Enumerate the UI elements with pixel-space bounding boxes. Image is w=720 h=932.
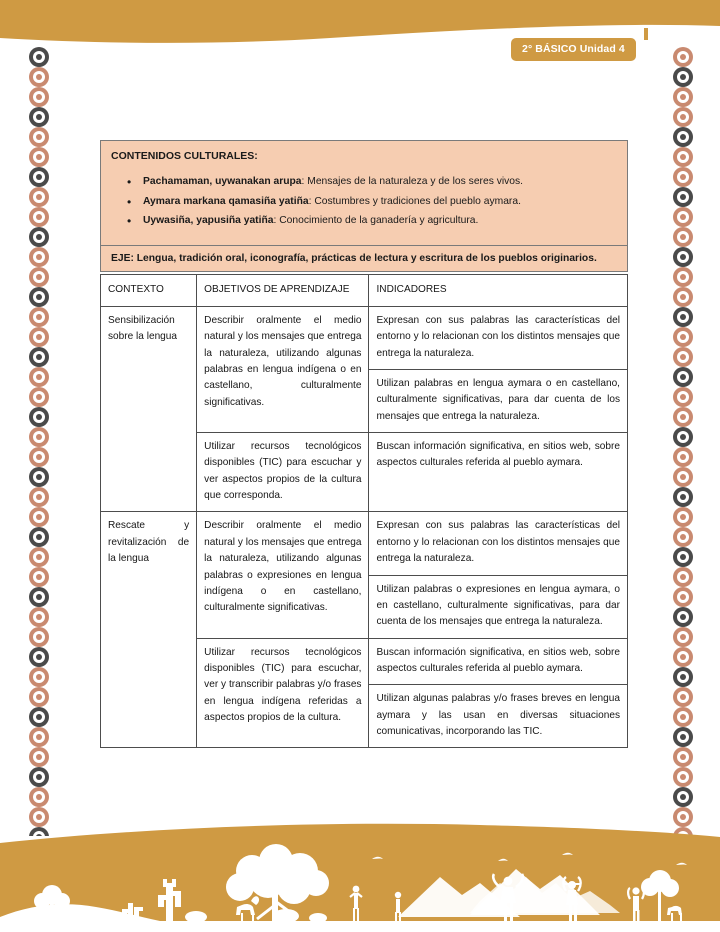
medallion-icon [28,546,50,568]
bottom-illustration-band [0,817,720,932]
medallion-icon [672,606,694,628]
column-header-indicadores: INDICADORES [369,274,628,306]
medallion-icon [672,706,694,728]
medallion-icon [28,226,50,248]
medallion-icon [28,166,50,188]
medallion-icon [28,786,50,808]
medallion-icon [672,286,694,308]
medallion-icon [672,366,694,388]
medallion-icon [28,426,50,448]
medallion-icon [28,126,50,148]
medallion-icon [28,106,50,128]
medallion-icon [672,586,694,608]
medallion-icon [28,606,50,628]
medallion-icon [28,366,50,388]
cultural-desc: : Mensajes de la naturaleza y de los seres vivos. [301,176,524,187]
medallion-icon [672,766,694,788]
learning-objectives-table [100,274,628,749]
medallion-icon [28,206,50,228]
medallion-icon [28,726,50,748]
unit-badge-container [511,38,636,61]
objective-cell: Utilizar recursos tecnológicos disponibles (TIC) para escuchar y ver aspectos propios de la cultura que corresponda. [197,433,369,512]
medallion-icon [672,746,694,768]
content-sheet [100,140,628,748]
right-decorative-ribbon [668,46,698,836]
table-header-row [101,274,628,306]
cultural-contents-title: CONTENIDOS CULTURALES: [111,150,258,162]
medallion-icon [28,186,50,208]
medallion-icon [28,706,50,728]
medallion-icon [672,126,694,148]
medallion-icon [672,466,694,488]
medallion-icon [28,406,50,428]
cultural-desc: : Costumbres y tradiciones del pueblo aymara. [308,195,521,207]
medallion-icon [28,286,50,308]
eje-banner: EJE: Lengua, tradición oral, iconografía, prácticas de lectura y escritura de los pueblos originarios. [100,246,628,272]
cultural-contents-list [111,172,617,231]
medallion-icon [28,766,50,788]
medallion-icon [672,186,694,208]
badge-connector [644,28,648,40]
column-header-contexto: CONTEXTO [101,274,197,306]
medallion-icon [672,246,694,268]
medallion-icon [28,146,50,168]
medallion-icon [28,486,50,508]
indicator-cell: Expresan con sus palabras las características del entorno y lo relacionan con los distintos mensajes que entrega la naturaleza. [369,307,628,370]
left-decorative-ribbon [24,46,54,836]
medallion-icon [672,66,694,88]
medallion-icon [28,686,50,708]
column-header-objetivos: OBJETIVOS DE APRENDIZAJE [197,274,369,306]
medallion-icon [672,206,694,228]
medallion-icon [672,646,694,668]
medallion-icon [28,626,50,648]
medallion-icon [672,726,694,748]
medallion-icon [28,386,50,408]
indicator-cell: Utilizan palabras o expresiones en lengua aymara, o en castellano, culturalmente significativas, para dar cuenta de los mensajes que entrega la naturaleza. [369,575,628,638]
medallion-icon [672,666,694,688]
medallion-icon [28,86,50,108]
medallion-icon [672,426,694,448]
cultural-term: Pachamaman, uywanakan arupa [143,176,302,187]
medallion-icon [28,306,50,328]
cultural-contents-panel [100,140,628,246]
medallion-icon [28,466,50,488]
indicator-cell: Buscan información significativa, en sitios web, sobre aspectos culturales referida al pueblo aymara. [369,638,628,685]
cultural-term: Aymara markana qamasiña yatiña [143,195,309,207]
medallion-icon [672,786,694,808]
objective-cell: Describir oralmente el medio natural y los mensajes que entrega la naturaleza, utilizando algunas palabras o expresiones en lengua indígena o en castellano, culturalmente significativas. [197,512,369,638]
indicator-cell: Utilizan algunas palabras y/o frases breves en lengua aymara y las usan en diversas situaciones comunicativas, incorporando las TIC. [369,685,628,748]
medallion-icon [28,506,50,528]
objective-cell: Describir oralmente el medio natural y los mensajes que entrega la naturaleza, utilizando algunas palabras en lengua indígena o en castellano, culturalmente significativas. [197,307,369,433]
medallion-icon [672,406,694,428]
medallion-icon [28,566,50,588]
medallion-icon [28,646,50,668]
medallion-icon [28,266,50,288]
medallion-icon [672,226,694,248]
medallion-icon [672,266,694,288]
medallion-icon [672,86,694,108]
medallion-icon [28,446,50,468]
medallion-icon [672,146,694,168]
cultural-desc: : Conocimiento de la ganadería y agricultura. [273,215,479,227]
indicator-cell: Expresan con sus palabras las características del entorno y lo relacionan con los distintos mensajes que entrega la naturaleza. [369,512,628,575]
medallion-icon [672,166,694,188]
medallion-icon [28,346,50,368]
context-cell: Rescate y revitalización de la lengua [101,512,197,748]
medallion-icon [672,46,694,68]
medallion-icon [28,46,50,68]
medallion-icon [672,106,694,128]
medallion-icon [28,746,50,768]
medallion-icon [28,586,50,608]
medallion-icon [28,526,50,548]
table-row [101,307,628,370]
indicator-cell: Utilizan palabras en lengua aymara o en castellano, culturalmente significativas, para dar cuenta de los mensajes que entrega la naturaleza. [369,370,628,433]
unit-badge: 2° BÁSICO Unidad 4 [511,38,636,61]
medallion-icon [672,386,694,408]
medallion-icon [672,566,694,588]
medallion-icon [672,306,694,328]
table-row [101,512,628,575]
medallion-icon [28,666,50,688]
medallion-icon [672,486,694,508]
medallion-icon [672,446,694,468]
medallion-icon [28,66,50,88]
medallion-icon [672,326,694,348]
cultural-term: Uywasiña, yapusiña yatiña [143,215,274,227]
medallion-icon [672,626,694,648]
medallion-icon [672,346,694,368]
objective-cell: Utilizar recursos tecnológicos disponibles (TIC) para escuchar, ver y transcribir palabras y/o frases en lengua indígena referidas a aspectos propios de la cultura. [197,638,369,748]
context-cell: Sensibilización sobre la lengua [101,307,197,512]
medallion-icon [672,506,694,528]
medallion-icon [28,246,50,268]
medallion-icon [28,326,50,348]
list-item [111,192,617,212]
medallion-icon [672,686,694,708]
medallion-icon [672,546,694,568]
list-item [111,211,617,231]
list-item [111,172,617,192]
indicator-cell: Buscan información significativa, en sitios web, sobre aspectos culturales referida al pueblo aymara. [369,433,628,512]
medallion-icon [672,526,694,548]
